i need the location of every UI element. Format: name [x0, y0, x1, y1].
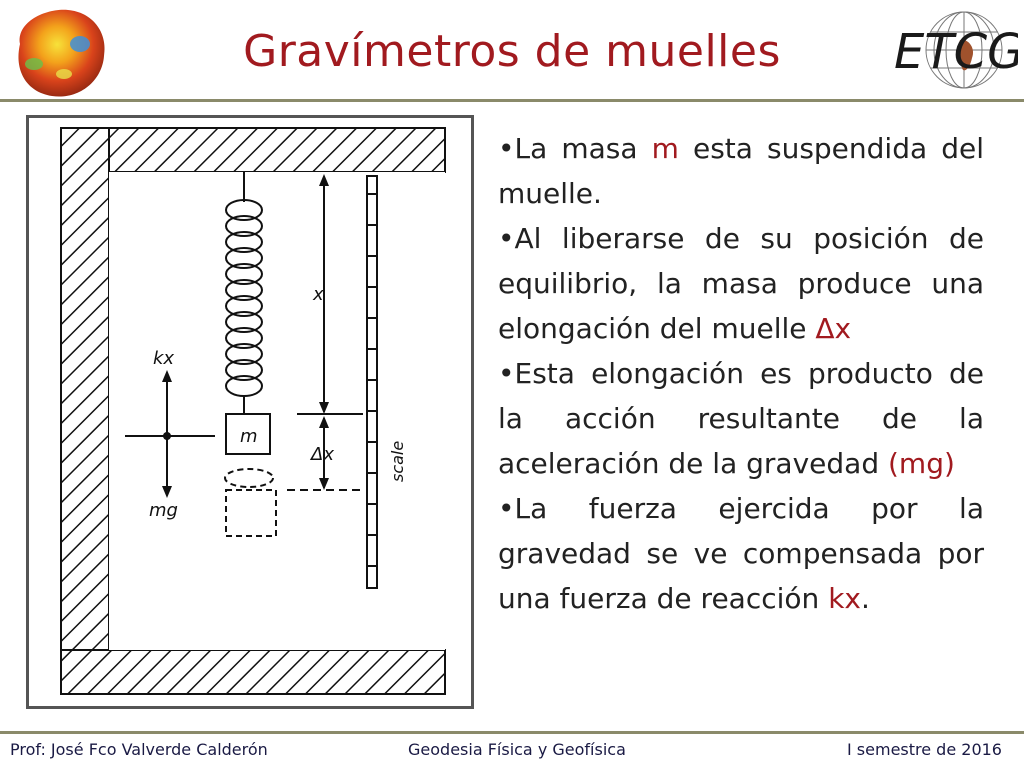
kx-label: kx	[153, 348, 175, 369]
bullet-item: •La masa m esta suspendida del muelle.	[498, 132, 984, 210]
etcg-logo	[890, 8, 1018, 92]
scale-bar	[367, 176, 377, 588]
bottom-wall	[61, 650, 445, 694]
bullet-item: •Esta elongación es producto de la acción resultante de la aceleración de la gravedad (mg)	[498, 357, 984, 480]
header-rule	[0, 99, 1024, 102]
x-label: x	[313, 284, 324, 305]
mg-label: mg	[149, 500, 178, 521]
delta-x-label: Δx	[311, 444, 334, 465]
top-wall	[61, 128, 445, 172]
bullet-item: •Al liberarse de su posición de equilibrio, la masa produce una elongación del muelle Δx	[498, 222, 984, 345]
bullet-list	[498, 126, 984, 621]
logo-text: ETCG	[894, 24, 1018, 80]
left-wall	[61, 128, 109, 694]
mass-label: m	[240, 426, 258, 447]
footer-semester: I semestre de 2016	[847, 740, 1002, 759]
footer-author: Prof: José Fco Valverde Calderón	[10, 740, 268, 759]
scale-label: scale	[388, 440, 407, 482]
footer-rule	[0, 731, 1024, 734]
footer-course: Geodesia Física y Geofísica	[408, 740, 626, 759]
spring-gravimeter-diagram	[26, 115, 474, 709]
page-title: Gravímetros de muelles	[243, 26, 781, 77]
bullet-item: •La fuerza ejercida por la gravedad se ve compensada por una fuerza de reacción kx.	[498, 492, 984, 615]
